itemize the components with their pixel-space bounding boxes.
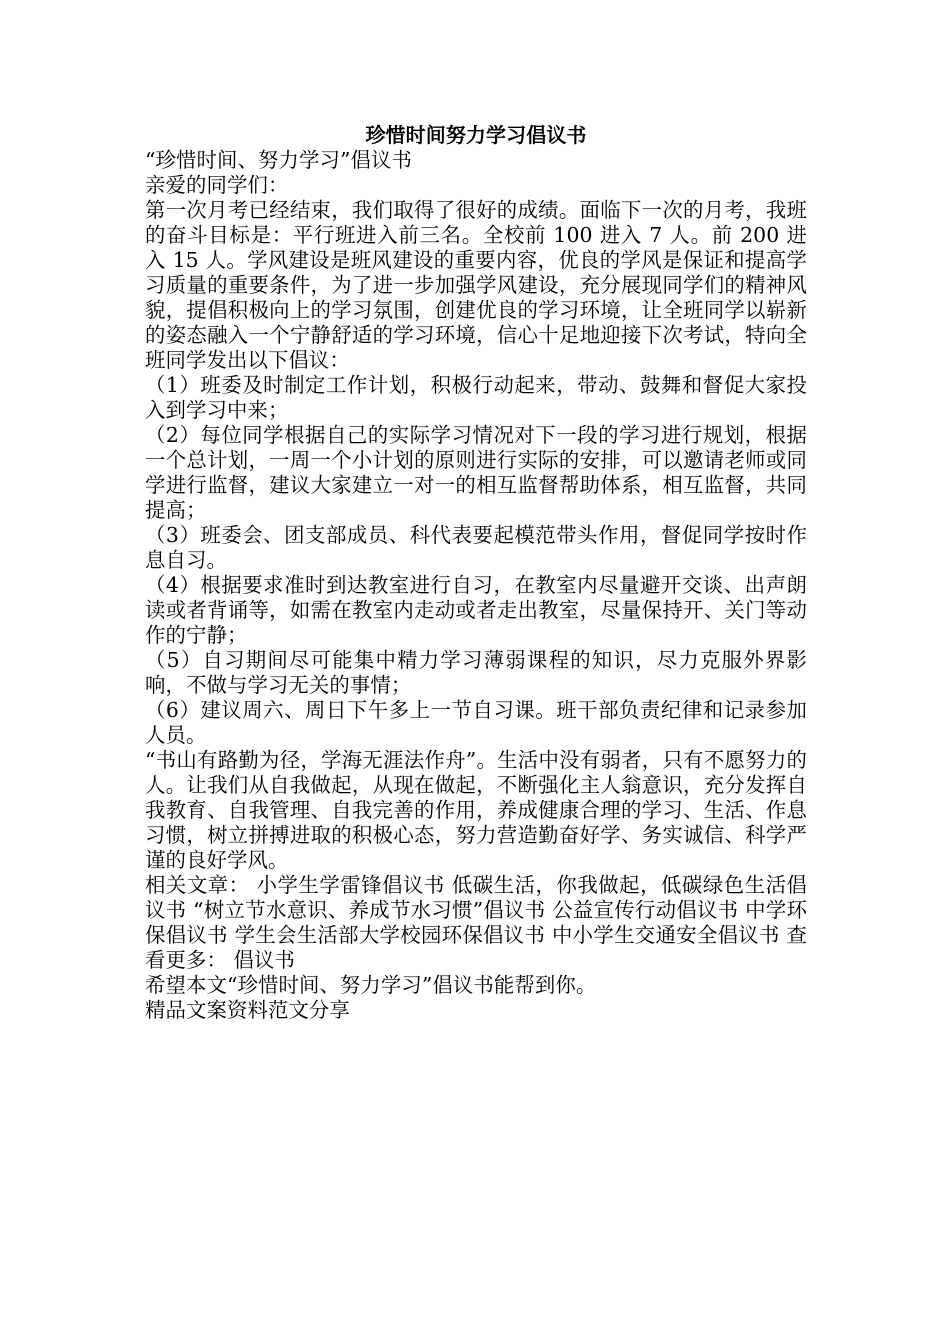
proposal-item: （2）每位同学根据自己的实际学习情况对下一段的学习进行规划，根据一个总计划，一周一个小计划的原则进行实际的安排，可以邀请老师或同学进行监督，建议大家建立一对一的相互监督帮助体系，相互监督，共同提高； <box>145 423 807 522</box>
closing-paragraph: “书山有路勤为径，学海无涯法作舟”。生活中没有弱者，只有不愿努力的人。让我们从自我做起，从现在做起，不断强化主人翁意识，充分发挥自我教育、自我管理、自我完善的作用，养成健康合理的学习、生活、作息习惯，树立拼搏进取的积极心态，努力营造勤奋好学、务实诚信、科学严谨的良好学风。 <box>145 748 807 872</box>
document-body <box>145 122 807 1023</box>
intro-paragraph: 第一次月考已经结束，我们取得了很好的成绩。面临下一次的月考，我班的奋斗目标是：平行班进入前三名。全校前 100 进入 7 人。前 200 进入 15 人。学风建设是班风建设的重要内容，优良的学风是保证和提高学习质量的重要条件，为了进一步加强学风建设，充分展现同学们的精神风貌，提倡积极向上的学习氛围，创建优良的学习环境，让全班同学以崭新的姿态融入一个宁静舒适的学习环境，信心十足地迎接下次考试，特向全班同学发出以下倡议： <box>145 198 807 372</box>
related-articles: 相关文章： 小学生学雷锋倡议书 低碳生活，你我做起，低碳绿色生活倡议书 “树立节水意识、养成节水习惯”倡议书 公益宣传行动倡议书 中学环保倡议书 学生会生活部大学校园环保倡议书 中小学生交通安全倡议书 查看更多： 倡议书 <box>145 873 807 972</box>
proposal-item: （4）根据要求准时到达教室进行自习，在教室内尽量避开交谈、出声朗读或者背诵等，如需在教室内走动或者走出教室，尽量保持开、关门等动作的宁静； <box>145 573 807 647</box>
document-title: 珍惜时间努力学习倡议书 <box>365 123 587 147</box>
proposal-item: （6）建议周六、周日下午多上一节自习课。班干部负责纪律和记录参加人员。 <box>145 698 807 747</box>
proposal-item: （1）班委及时制定工作计划，积极行动起来，带动、鼓舞和督促大家投入到学习中来； <box>145 373 807 422</box>
proposal-item: （5）自习期间尽可能集中精力学习薄弱课程的知识，尽力克服外界影响，不做与学习无关的事情； <box>145 648 807 697</box>
proposal-item: （3）班委会、团支部成员、科代表要起模范带头作用，督促同学按时作息自习。 <box>145 523 807 572</box>
document-subtitle: “珍惜时间、努力学习”倡议书 <box>145 148 412 172</box>
hope-line: 希望本文“珍惜时间、努力学习”倡议书能帮到你。 <box>145 973 597 997</box>
footer-line: 精品文案资料范文分享 <box>145 998 350 1022</box>
greeting: 亲爱的同学们： <box>145 173 289 197</box>
